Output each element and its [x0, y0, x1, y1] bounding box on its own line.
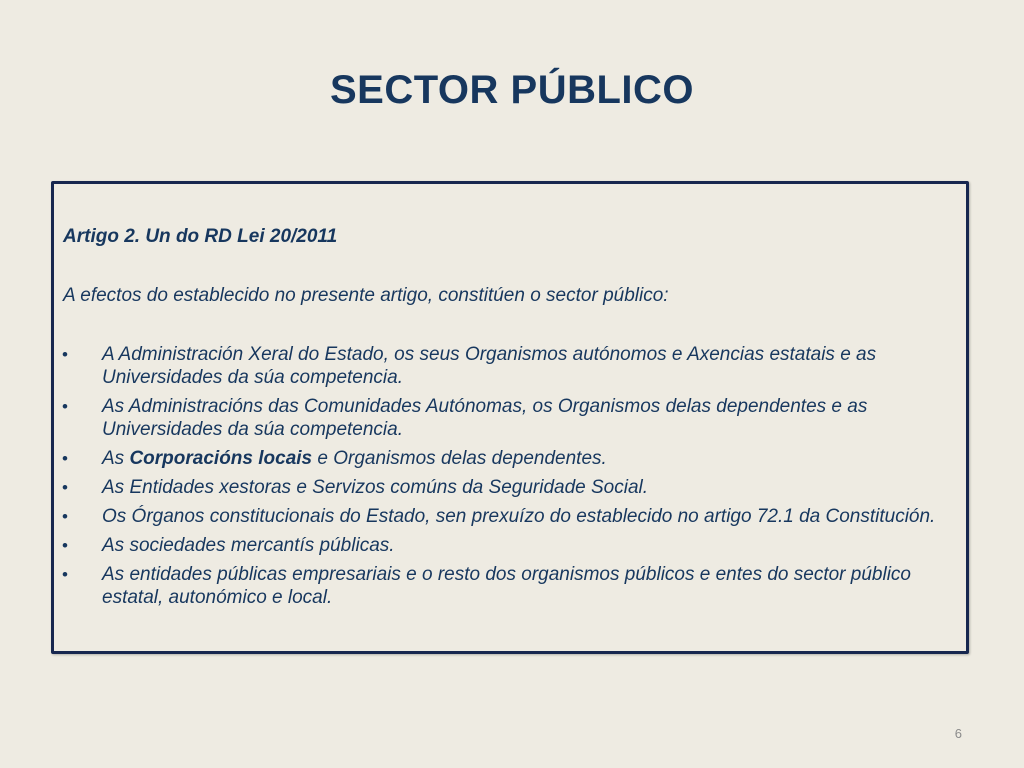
- bullet-icon: •: [62, 536, 68, 555]
- slide-title: SECTOR PÚBLICO: [329, 68, 695, 112]
- list-item: [54, 476, 966, 499]
- list-item-text: As Entidades xestoras e Servizos comúns da Seguridade Social.: [102, 477, 649, 498]
- list-item: [54, 505, 966, 528]
- list-item-text: As sociedades mercantís públicas.: [102, 535, 395, 556]
- list-item-text: As Administracións das Comunidades Autónomas, os Organismos delas dependentes e as Universidades da súa competencia.: [102, 396, 868, 440]
- list-item-suffix: e Organismos delas dependentes.: [312, 448, 607, 469]
- list-item-text: Os Órganos constitucionais do Estado, sen prexuízo do establecido no artigo 72.1 da Constitución.: [102, 506, 936, 527]
- list-item: [54, 534, 966, 557]
- bullet-icon: •: [62, 449, 68, 468]
- list-item: [54, 343, 966, 389]
- list-item-emphasis: Corporacións locais: [129, 448, 313, 469]
- page-number: 6: [954, 726, 962, 741]
- bullet-list: [54, 343, 966, 615]
- bullet-icon: •: [62, 397, 68, 416]
- article-heading: Artigo 2. Un do RD Lei 20/2011: [63, 226, 338, 247]
- list-item-text: As entidades públicas empresariais e o resto dos organismos públicos e entes do sector público estatal, autonómico e local.: [102, 564, 912, 608]
- list-item-text: A Administración Xeral do Estado, os seus Organismos autónomos e Axencias estatais e as Universidades da súa competencia.: [102, 344, 877, 388]
- list-item-prefix: As: [102, 448, 130, 469]
- bullet-icon: •: [62, 345, 68, 364]
- list-item: [54, 563, 966, 609]
- list-item: [54, 447, 966, 470]
- bullet-icon: •: [62, 478, 68, 497]
- bullet-icon: •: [62, 507, 68, 526]
- intro-text: A efectos do establecido no presente artigo, constitúen o sector público:: [63, 285, 669, 306]
- content-box: [51, 181, 969, 654]
- bullet-icon: •: [62, 565, 68, 584]
- list-item: [54, 395, 966, 441]
